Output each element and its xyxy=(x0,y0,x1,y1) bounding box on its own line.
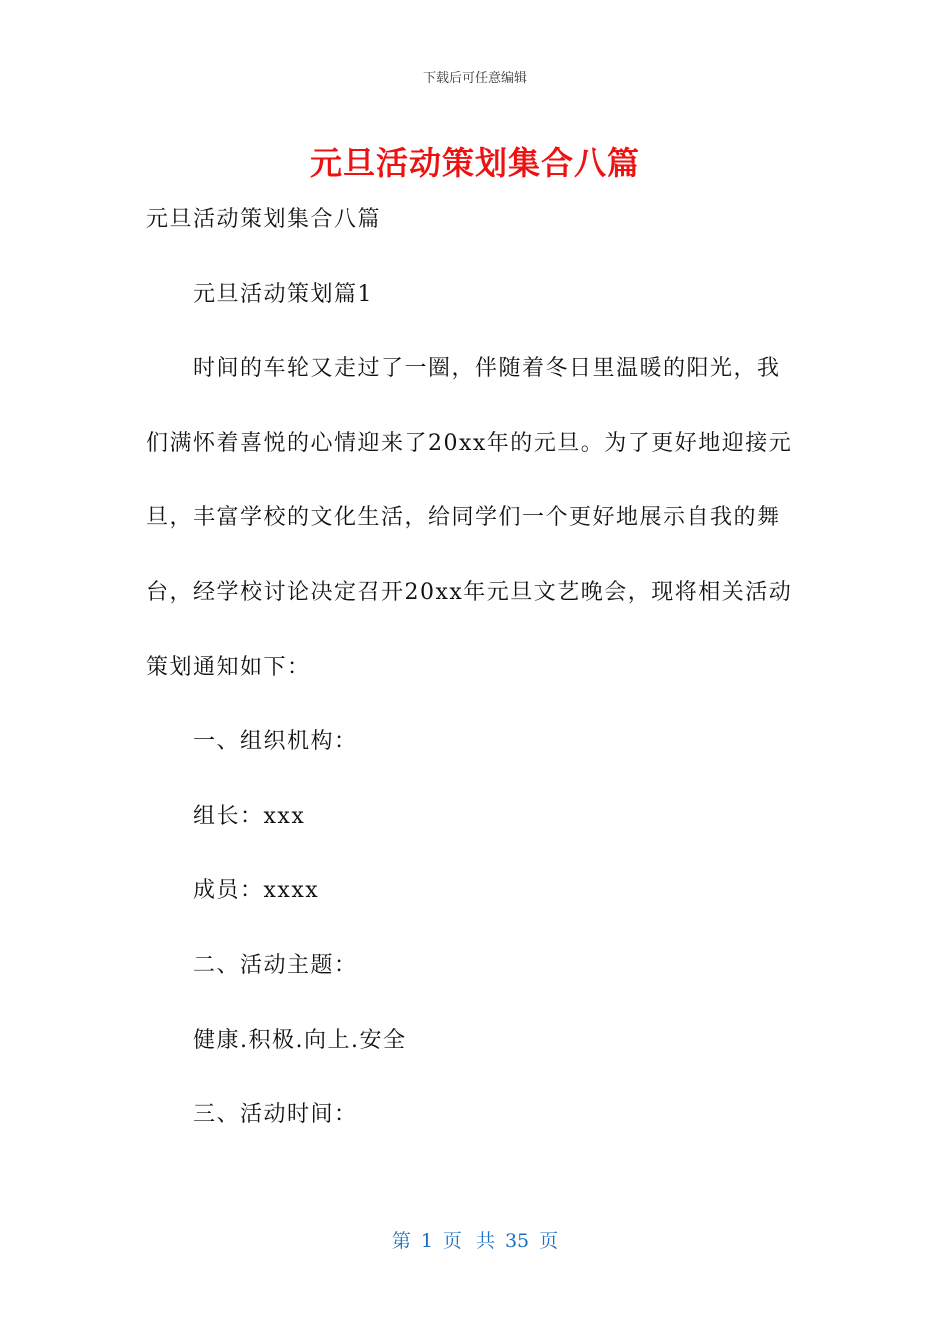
body-line-time-heading: 三、活动时间： xyxy=(193,1102,358,1128)
document-title: 元旦活动策划集合八篇 xyxy=(309,144,640,182)
body-line-leader: 组长：xxx xyxy=(193,803,306,829)
body-line-members: 成员：xxxx xyxy=(193,878,320,904)
footer-total-pages: 35 xyxy=(504,1230,530,1252)
footer-prefix: 第 xyxy=(391,1230,411,1252)
header-note: 下载后可任意编辑 xyxy=(422,71,527,86)
body-line-theme: 健康.积极.向上.安全 xyxy=(193,1027,407,1053)
document-body xyxy=(146,202,806,1172)
body-line-org-heading: 一、组织机构： xyxy=(193,729,358,755)
page-footer xyxy=(0,1226,950,1253)
body-line-section-heading: 元旦活动策划篇1 xyxy=(193,281,373,307)
body-line-paragraph-end: 策划通知如下： xyxy=(146,654,311,680)
body-line-paragraph: 们满怀着喜悦的心情迎来了20xx年的元旦。为了更好地迎接元 xyxy=(146,430,793,456)
footer-page-number: 1 xyxy=(420,1230,433,1252)
footer-middle: 页 共 xyxy=(442,1230,495,1252)
body-line-theme-heading: 二、活动主题： xyxy=(193,952,358,978)
body-line-subtitle: 元旦活动策划集合八篇 xyxy=(146,207,382,232)
body-line-paragraph: 旦，丰富学校的文化生活，给同学们一个更好地展示自我的舞 xyxy=(146,505,781,531)
footer-suffix: 页 xyxy=(539,1230,559,1252)
body-line-paragraph: 台，经学校讨论决定召开20xx年元旦文艺晚会，现将相关活动 xyxy=(146,579,793,605)
body-line-paragraph-start: 时间的车轮又走过了一圈，伴随着冬日里温暖的阳光，我 xyxy=(193,356,781,382)
